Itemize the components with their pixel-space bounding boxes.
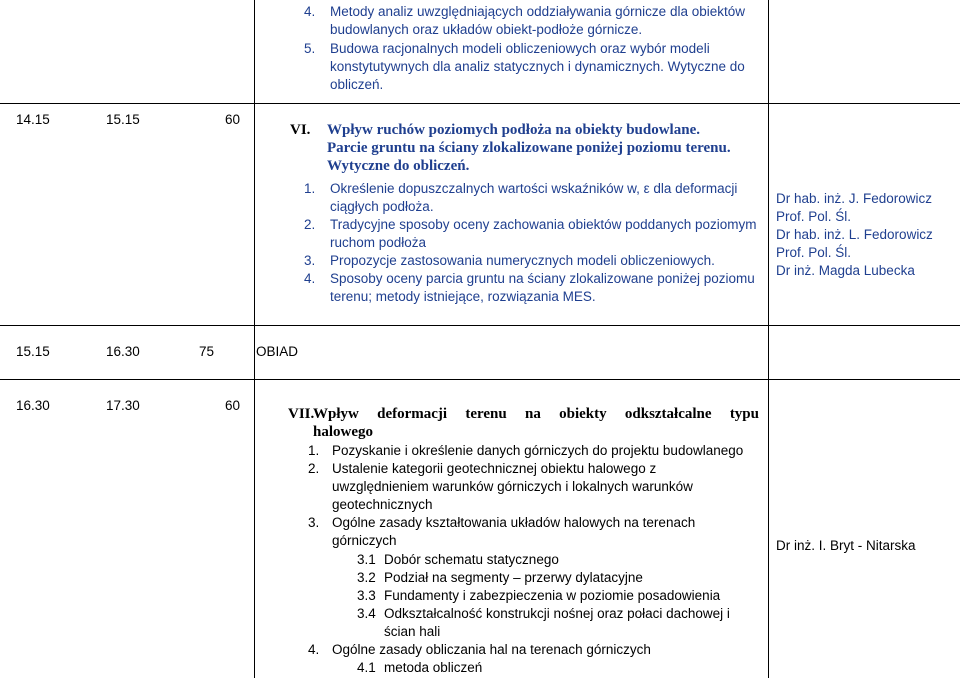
list-item-text: Ogólne zasady obliczania hal na terenach górniczych [332, 642, 651, 657]
duration-minutes: 60 [225, 112, 241, 127]
list-item-number: 2. [308, 461, 320, 476]
list-subitem-text: ścian hali [384, 624, 441, 639]
list-item-text: Pozyskanie i określenie danych górniczych do projektu budowlanego [332, 443, 744, 458]
list-item-text: Budowa racjonalnych modeli obliczeniowych oraz wybór modeli [330, 41, 710, 56]
lecturer-line: Prof. Pol. Śl. [776, 245, 852, 260]
time-start: 14.15 [16, 112, 50, 127]
list-item-number: 1. [304, 181, 316, 196]
list-item-text: obliczeń. [330, 77, 384, 92]
lecturer-line: Prof. Pol. Śl. [776, 209, 852, 224]
list-item-number: 3. [308, 515, 320, 530]
section-title: Wpływ ruchów poziomych podłoża na obiekty budowlane. [327, 122, 700, 138]
lecturer-line: Dr inż. Magda Lubecka [776, 263, 915, 278]
list-item-text: Metody analiz uwzględniających oddziaływania górnicze dla obiektów [330, 4, 745, 19]
list-item-number: 4. [304, 271, 316, 286]
section-title: Wytyczne do obliczeń. [327, 158, 470, 174]
list-subitem-number: 4.1 [357, 660, 376, 675]
list-item-text: uwzględnieniem warunków górniczych i lokalnych warunków [332, 479, 693, 494]
list-item-text: Określenie dopuszczalnych wartości wskaźników w, ε dla deformacji [330, 181, 738, 196]
row-divider-3 [0, 379, 960, 380]
list-item-text: ciągłych podłoża. [330, 199, 434, 214]
lecturer-line: Dr hab. inż. J. Fedorowicz [776, 191, 933, 206]
list-subitem-text: Fundamenty i zabezpieczenia w poziomie posadowienia [384, 588, 721, 603]
list-item-number: 4. [304, 4, 316, 19]
section-title: Parcie gruntu na ściany zlokalizowane poniżej poziomu terenu. [327, 140, 731, 156]
column-divider-right [768, 0, 769, 678]
time-end: 15.15 [106, 112, 140, 127]
list-subitem-text: Odkształcalność konstrukcji nośnej oraz połaci dachowej i [384, 606, 730, 621]
time-start: 16.30 [16, 398, 50, 413]
section-title: Wpływ deformacji terenu na obiekty odkształcalne typu [313, 406, 759, 422]
list-item-text: górniczych [332, 533, 397, 548]
list-subitem-number: 3.4 [357, 606, 376, 621]
list-item-number: 5. [304, 41, 316, 56]
list-item-text: ruchom podłoża [330, 235, 427, 250]
list-subitem-text: Dobór schematu statycznego [384, 552, 559, 567]
list-item-number: 1. [308, 443, 320, 458]
section-roman-numeral: VII. [288, 406, 315, 422]
lecturer-line: Dr hab. inż. L. Fedorowicz [776, 227, 933, 242]
break-label: OBIAD [256, 344, 299, 359]
list-subitem-text: metoda obliczeń [384, 660, 483, 675]
duration-minutes: 60 [225, 398, 241, 413]
list-item-text: terenu; metody istniejące, rozwiązania MES. [330, 289, 596, 304]
duration-minutes: 75 [199, 344, 215, 359]
time-start: 15.15 [16, 344, 50, 359]
time-end: 16.30 [106, 344, 140, 359]
list-item-text: Sposoby oceny parcia gruntu na ściany zlokalizowane poniżej poziomu [330, 271, 755, 286]
row-divider-1 [0, 103, 960, 104]
list-item-text: Propozycje zastosowania numerycznych modeli obliczeniowych. [330, 253, 715, 268]
list-item-text: budowlanych oraz układów obiekt-podłoże górnicze. [330, 22, 643, 37]
list-item-number: 2. [304, 217, 316, 232]
row-divider-2 [0, 325, 960, 326]
section-roman-numeral: VI. [290, 122, 311, 138]
list-item-number: 3. [304, 253, 316, 268]
list-subitem-number: 3.1 [357, 552, 376, 567]
list-item-text: Ogólne zasady kształtowania układów halowych na terenach [332, 515, 696, 530]
list-item-text: konstytutywnych dla analiz statycznych i dynamicznych. Wytyczne do [330, 59, 745, 74]
list-item-text: geotechnicznych [332, 497, 433, 512]
list-subitem-number: 3.3 [357, 588, 376, 603]
column-divider-left [254, 0, 255, 678]
lecturer-line: Dr inż. I. Bryt - Nitarska [776, 538, 916, 553]
list-item-text: Ustalenie kategorii geotechnicznej obiektu halowego z [332, 461, 657, 476]
section-title: halowego [313, 424, 373, 440]
list-subitem-number: 3.2 [357, 570, 376, 585]
time-end: 17.30 [106, 398, 140, 413]
list-item-number: 4. [308, 642, 320, 657]
list-item-text: Tradycyjne sposoby oceny zachowania obiektów poddanych poziomym [330, 217, 757, 232]
list-subitem-text: Podział na segmenty – przerwy dylatacyjne [384, 570, 643, 585]
